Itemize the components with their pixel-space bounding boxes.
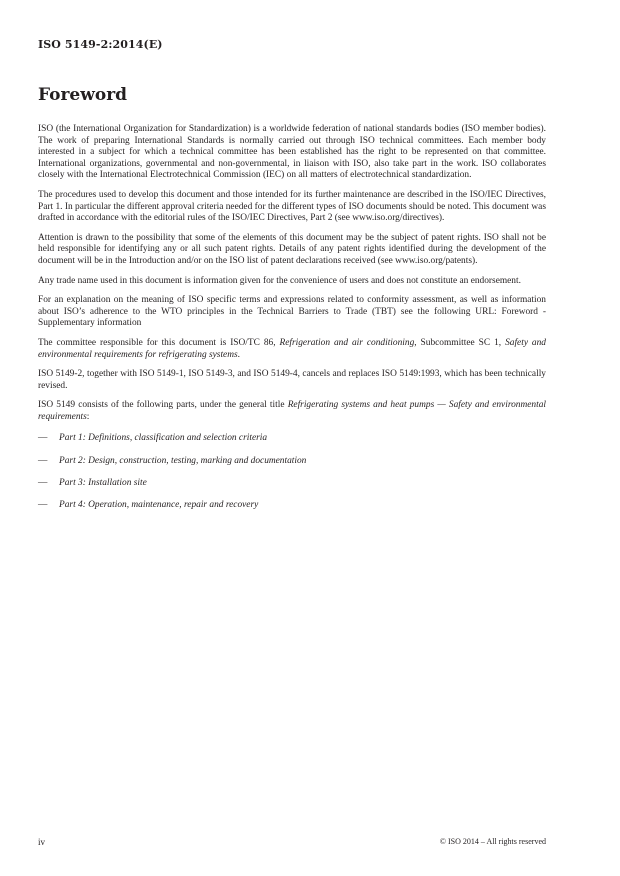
parts-intro-prefix: ISO 5149 consists of the following parts, under the general title [38,400,288,411]
list-item [38,433,546,445]
committee-sc-title: Safety and environmental requirements for refrigerating systems [38,337,546,360]
part-4-label: Part 4: Operation, maintenance, repair and recovery [59,500,259,511]
paragraph-patent-rights: Attention is drawn to the possibility that some of the elements of this document may be the subject of patent rights. ISO shall not be held responsible for identifying any or all such patent rights. Details of any patent rights identified during the development of the document will be in the Introduction and/or on the ISO list of patent declarations received (see www.iso.org/patents). [38,232,546,266]
list-dash: — [38,433,48,444]
committee-prefix: The committee responsible for this document is ISO/TC 86, [38,337,280,348]
paragraph-revision: ISO 5149-2, together with ISO 5149-1, ISO 5149-3, and ISO 5149-4, cancels and replaces ISO 5149:1993, which has been technically revised. [38,369,546,391]
list-item [38,456,546,468]
parts-general-title: Refrigerating systems and heat pumps — Safety and environmental requirements [38,400,547,422]
paragraph-parts-intro [38,400,546,423]
list-item [38,500,546,512]
paragraph-procedures: The procedures used to develop this document and those intended for its further maintenance are described in the ISO/IEC Directives, Part 1. In particular the different approval criteria needed for the different types of ISO documents should be noted. This document was drafted in accordance with the editorial rules of the ISO/IEC Directives, Part 2 (see www.iso.org/directives). [38,189,546,224]
document-id-header: ISO 5149-2:2014(E) [38,38,163,51]
part-1-label: Part 1: Definitions, classification and selection criteria [59,433,268,444]
page-title: Foreword [38,85,128,105]
committee-mid: , Subcommittee SC 1, [414,337,506,348]
part-2-label: Part 2: Design, construction, testing, marking and documentation [59,455,307,466]
page-number: iv [38,837,46,847]
paragraph-conformity: For an explanation on the meaning of ISO specific terms and expressions related to conformity assessment, as well as information about ISO’s adherence to the WTO principles in the Technical Barriers to Trade (TBT) see the following URL: Foreword - Supplementary information [38,295,546,329]
list-dash: — [38,477,48,488]
committee-suffix: . [237,349,240,360]
paragraph-iso-overview: ISO (the International Organization for Standardization) is a worldwide federation of national standards bodies (ISO member bodies). The work of preparing International Standards is normally carried out through ISO technical committees. Each member body interested in a subject for which a technical committee has been established has the right to be represented on that committee. International organizations, governmental and non-governmental, in liaison with ISO, also take part in the work. ISO collaborates closely with the International Electrotechnical Commission (IEC) on all matters of electrotechnical standardization. [38,124,546,181]
part-3-label: Part 3: Installation site [59,477,147,488]
committee-tc-title: Refrigeration and air conditioning [279,337,415,348]
list-dash: — [38,455,48,466]
paragraph-trade-name: Any trade name used in this document is information given for the convenience of users and does not constitute an endorsement. [38,275,521,286]
list-dash: — [38,500,48,511]
paragraph-committee [38,338,546,361]
list-item [38,478,546,490]
parts-list [38,433,546,511]
copyright-notice: © ISO 2014 – All rights reserved [439,837,546,846]
parts-intro-suffix: : [86,411,90,422]
foreword-body [38,124,546,522]
